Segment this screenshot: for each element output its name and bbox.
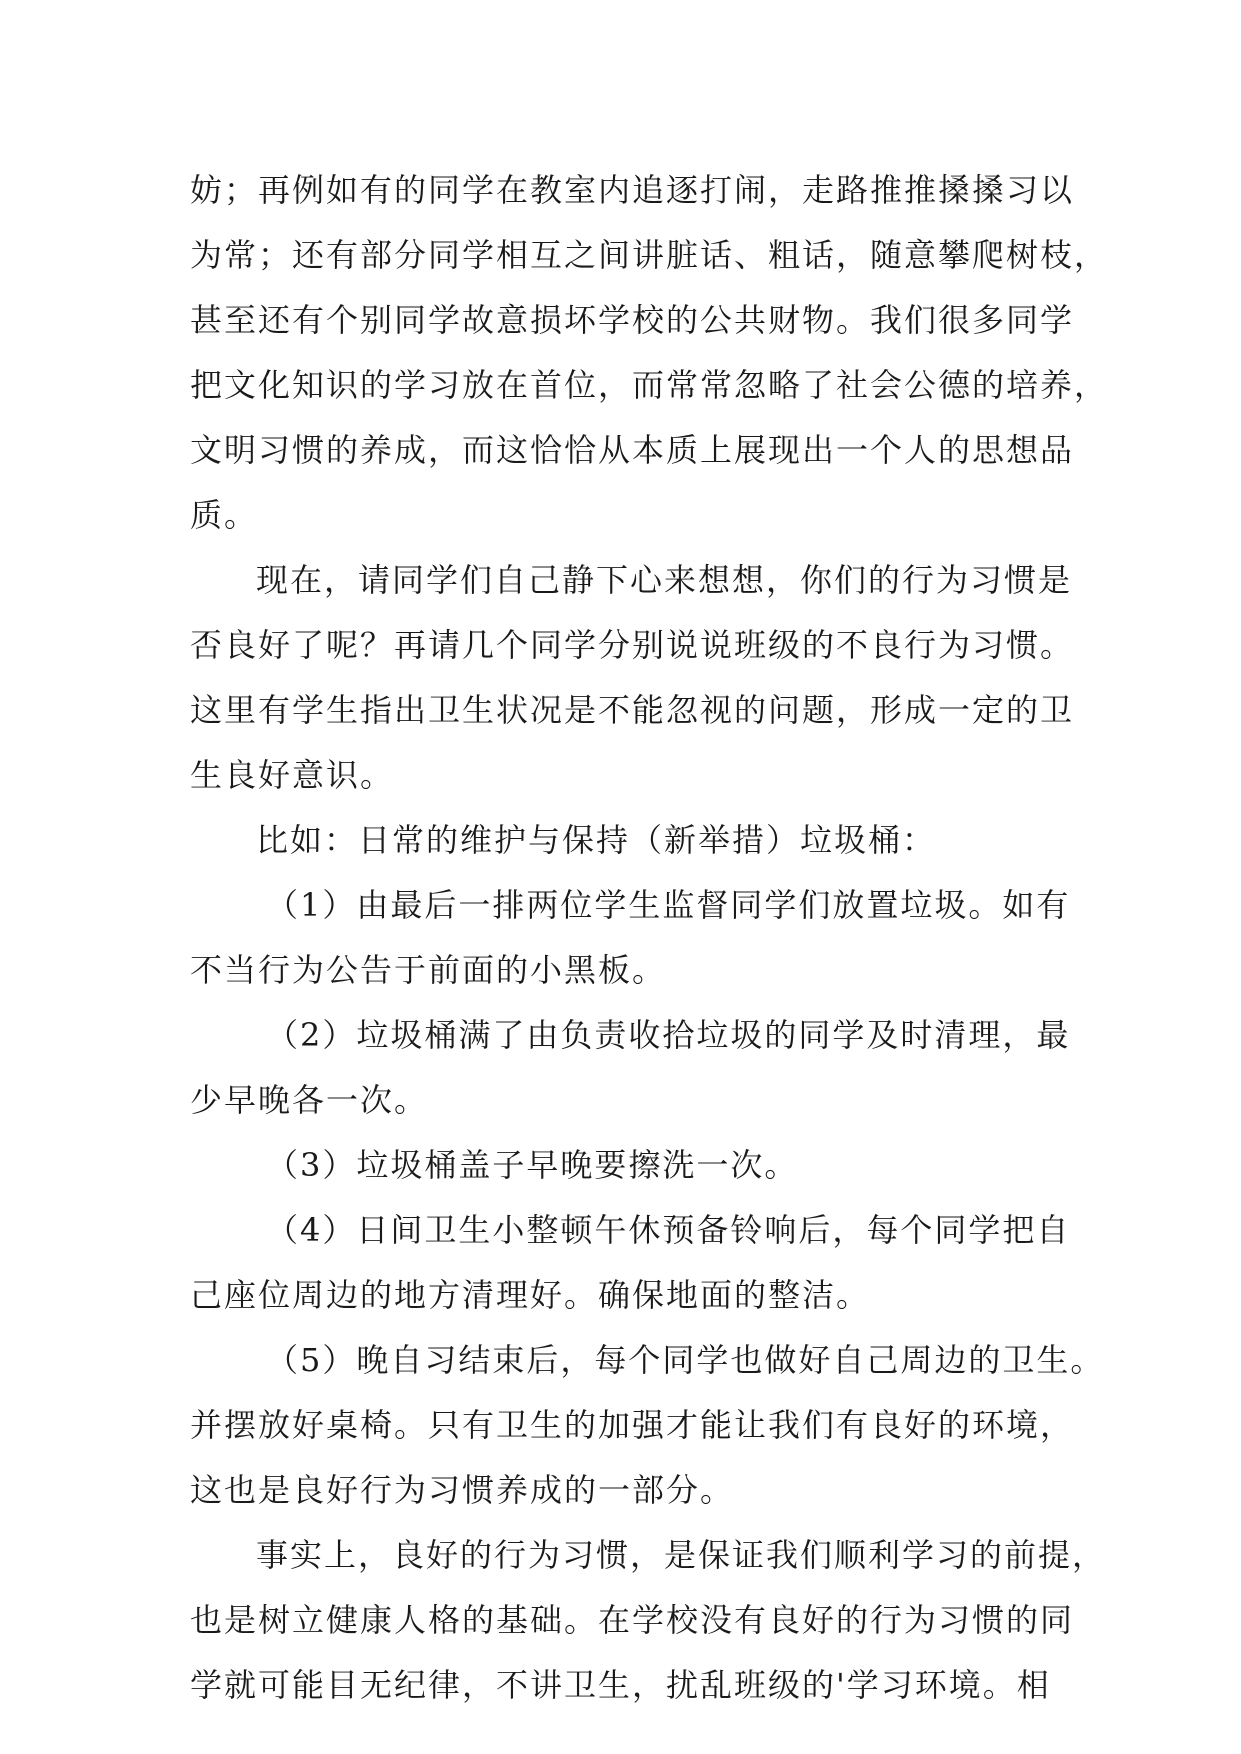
text-line: 少早晚各一次。: [190, 1081, 429, 1119]
text-line: 否良好了呢？再请几个同学分别说说班级的不良行为习惯。: [190, 626, 1075, 664]
text-line: 甚至还有个别同学故意损坏学校的公共财物。我们很多同学: [190, 301, 1075, 339]
list-item-line: （1）由最后一排两位学生监督同学们放置垃圾。如有: [266, 886, 1071, 924]
list-item-line: （4）日间卫生小整顿午休预备铃响后，每个同学把自: [266, 1211, 1071, 1249]
text-line: 把文化知识的学习放在首位，而常常忽略了社会公德的培养，: [190, 366, 1109, 404]
paragraph-start-line: 比如：日常的维护与保持（新举措）垃圾桶：: [256, 821, 937, 859]
text-line: 不当行为公告于前面的小黑板。: [190, 951, 667, 989]
paragraph-start-line: 现在，请同学们自己静下心来想想，你们的行为习惯是: [256, 561, 1073, 599]
document-body: [190, 158, 1109, 1718]
text-line: 己座位周边的地方清理好。确保地面的整洁。: [190, 1276, 871, 1314]
paragraph-start-line: 事实上，良好的行为习惯，是保证我们顺利学习的前提，: [256, 1536, 1107, 1574]
text-line: 学就可能目无纪律，不讲卫生，扰乱班级的'学习环境。相: [190, 1666, 1051, 1704]
text-line: 也是树立健康人格的基础。在学校没有良好的行为习惯的同: [190, 1601, 1075, 1639]
list-item-line: （5）晚自习结束后，每个同学也做好自己周边的卫生。: [266, 1341, 1105, 1379]
text-line: 文明习惯的养成，而这恰恰从本质上展现出一个人的思想品: [190, 431, 1075, 469]
list-item-line: （3）垃圾桶盖子早晚要擦洗一次。: [266, 1146, 799, 1184]
text-line: 为常；还有部分同学相互之间讲脏话、粗话，随意攀爬树枝，: [190, 236, 1109, 274]
text-line: 这里有学生指出卫生状况是不能忽视的问题，形成一定的卫: [190, 691, 1075, 729]
list-item-line: （2）垃圾桶满了由负责收拾垃圾的同学及时清理，最: [266, 1016, 1071, 1054]
text-line: 并摆放好桌椅。只有卫生的加强才能让我们有良好的环境，: [190, 1406, 1075, 1444]
text-line: 质。: [190, 496, 259, 534]
text-line: 这也是良好行为习惯养成的一部分。: [190, 1471, 735, 1509]
text-line: 妨；再例如有的同学在教室内追逐打闹，走路推推搡搡习以: [190, 171, 1075, 209]
text-line: 生良好意识。: [190, 756, 395, 794]
